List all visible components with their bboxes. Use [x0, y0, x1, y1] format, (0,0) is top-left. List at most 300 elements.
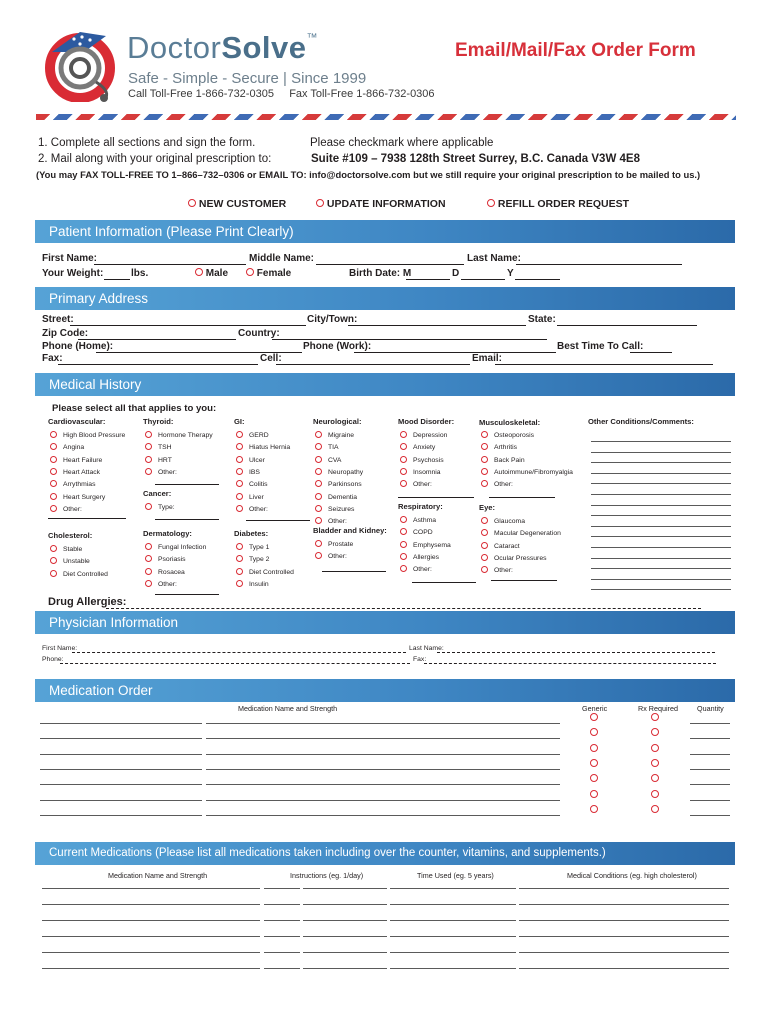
- radio-icon[interactable]: [315, 443, 322, 450]
- radio-icon[interactable]: [481, 468, 488, 475]
- option-male[interactable]: Male: [195, 268, 228, 279]
- history-option-label: Insulin: [249, 580, 269, 588]
- history-option-label: Other:: [328, 518, 347, 526]
- history-option-eye[interactable]: [481, 554, 547, 562]
- label-email: Email:: [472, 353, 503, 364]
- radio-icon[interactable]: [236, 543, 243, 550]
- comment-line[interactable]: [591, 568, 731, 569]
- history-option-cholesterol[interactable]: [50, 570, 108, 578]
- field-email[interactable]: [495, 364, 713, 365]
- current-med-line[interactable]: [264, 936, 300, 937]
- radio-icon[interactable]: [651, 774, 659, 782]
- history-option-label: Prostate: [328, 541, 354, 548]
- radio-icon[interactable]: [145, 456, 152, 463]
- current-med-line[interactable]: [42, 920, 260, 921]
- history-option-label: GERD: [249, 432, 269, 439]
- radio-icon[interactable]: [481, 529, 488, 536]
- history-other-line[interactable]: [322, 571, 386, 572]
- history-option-respiratory[interactable]: [400, 565, 432, 573]
- field-last-name[interactable]: [516, 264, 682, 265]
- radio-icon[interactable]: [651, 728, 659, 736]
- med-name-line-a[interactable]: [40, 815, 202, 816]
- history-option-eye[interactable]: [481, 566, 513, 574]
- radio-icon[interactable]: [651, 744, 659, 752]
- label-city: City/Town:: [307, 314, 358, 325]
- history-option-mood[interactable]: [400, 468, 441, 476]
- history-other-line[interactable]: [155, 594, 219, 595]
- header-medication-name: Medication Name and Strength: [238, 704, 338, 713]
- history-option-label: Other:: [158, 468, 177, 476]
- comment-line[interactable]: [591, 526, 731, 527]
- radio-icon[interactable]: [316, 199, 324, 207]
- current-med-line[interactable]: [42, 888, 260, 889]
- history-option-mood[interactable]: [400, 456, 444, 464]
- radio-icon[interactable]: [315, 456, 322, 463]
- radio-icon[interactable]: [487, 199, 495, 207]
- quantity-line[interactable]: [690, 784, 730, 785]
- med-name-line-a[interactable]: [40, 738, 202, 739]
- field-first-name[interactable]: [94, 264, 246, 265]
- history-option-label: Autoimmune/Fibromyalgia: [494, 468, 573, 476]
- field-street[interactable]: [70, 325, 306, 326]
- history-other-line[interactable]: [491, 580, 557, 581]
- quantity-line[interactable]: [690, 738, 730, 739]
- radio-icon[interactable]: [315, 540, 322, 547]
- current-med-line[interactable]: [42, 936, 260, 937]
- current-med-line[interactable]: [390, 952, 516, 953]
- history-option-label: Diet Controlled: [63, 570, 108, 578]
- radio-icon[interactable]: [481, 542, 488, 549]
- history-option-eye[interactable]: [481, 542, 520, 550]
- history-option-musculoskeletal[interactable]: [481, 443, 517, 451]
- field-middle-name[interactable]: [316, 264, 464, 265]
- radio-icon[interactable]: [481, 480, 488, 487]
- comment-line[interactable]: [591, 441, 731, 442]
- field-birth-day[interactable]: [461, 279, 505, 280]
- radio-icon[interactable]: [315, 505, 322, 512]
- current-med-line[interactable]: [390, 888, 516, 889]
- history-option-label: TSH: [158, 444, 172, 452]
- field-zip[interactable]: [78, 339, 236, 340]
- radio-icon[interactable]: [315, 431, 322, 438]
- label-first-name: First Name:: [42, 253, 98, 264]
- field-birth-month[interactable]: [406, 279, 450, 280]
- current-med-line[interactable]: [264, 968, 300, 969]
- fax-email-note: (You may FAX TOLL-FREE TO 1–866–732–0306 or EMAIL TO: info@doctorsolve.com but we still require your original prescription to be mailed to us.): [36, 169, 701, 180]
- history-option-neurological[interactable]: [315, 456, 341, 464]
- current-med-line[interactable]: [390, 936, 516, 937]
- history-option-neurological[interactable]: [315, 431, 354, 439]
- history-option-gi[interactable]: [236, 456, 265, 464]
- history-option-cardiovascular[interactable]: [50, 468, 100, 476]
- label-other-conditions: Other Conditions/Comments:: [588, 417, 694, 426]
- history-option-cardiovascular[interactable]: [50, 456, 102, 464]
- radio-icon[interactable]: [400, 443, 407, 450]
- radio-icon[interactable]: [145, 431, 152, 438]
- history-option-cardiovascular[interactable]: [50, 431, 125, 439]
- history-option-gi[interactable]: [236, 443, 290, 451]
- current-med-line[interactable]: [519, 936, 729, 937]
- history-option-eye[interactable]: [481, 517, 525, 525]
- radio-icon[interactable]: [590, 774, 598, 782]
- history-option-neurological[interactable]: [315, 493, 357, 501]
- option-update-information[interactable]: UPDATE INFORMATION: [316, 198, 446, 210]
- history-option-thyroid[interactable]: [145, 456, 172, 464]
- quantity-line[interactable]: [690, 723, 730, 724]
- airmail-divider: [36, 114, 736, 120]
- history-option-diabetes[interactable]: [236, 580, 269, 588]
- radio-icon[interactable]: [236, 431, 243, 438]
- radio-icon[interactable]: [50, 557, 57, 564]
- history-other-line[interactable]: [246, 520, 310, 521]
- radio-icon[interactable]: [50, 480, 57, 487]
- mailing-address: Suite #109 – 7938 128th Street Surrey, B.C. Canada V3W 4E8: [311, 153, 640, 165]
- radio-icon[interactable]: [315, 468, 322, 475]
- radio-icon[interactable]: [246, 268, 254, 276]
- radio-icon[interactable]: [188, 199, 196, 207]
- radio-icon[interactable]: [481, 566, 488, 573]
- med-name-line-b[interactable]: [206, 784, 560, 785]
- radio-icon[interactable]: [50, 493, 57, 500]
- comment-line[interactable]: [591, 589, 731, 590]
- history-option-label: Other:: [494, 567, 513, 575]
- history-option-thyroid[interactable]: [145, 443, 172, 451]
- current-med-line[interactable]: [303, 952, 387, 953]
- history-option-cholesterol[interactable]: [50, 545, 82, 553]
- history-option-label: CVA: [328, 456, 342, 464]
- radio-icon[interactable]: [50, 456, 57, 463]
- option-new-customer[interactable]: NEW CUSTOMER: [188, 198, 286, 210]
- radio-icon[interactable]: [651, 805, 659, 813]
- comment-line[interactable]: [591, 452, 731, 453]
- history-option-label: Other:: [63, 505, 82, 513]
- comment-line[interactable]: [591, 558, 731, 559]
- field-phone-work[interactable]: [354, 352, 556, 353]
- radio-icon[interactable]: [400, 541, 407, 548]
- quantity-line[interactable]: [690, 800, 730, 801]
- med-name-line-a[interactable]: [40, 723, 202, 724]
- history-option-label: Unstable: [63, 558, 90, 566]
- radio-icon[interactable]: [590, 759, 598, 767]
- history-option-label: Type 1: [249, 544, 270, 551]
- radio-icon[interactable]: [590, 713, 598, 721]
- option-refill-order-request[interactable]: REFILL ORDER REQUEST: [487, 198, 629, 210]
- field-birth-year[interactable]: [515, 279, 560, 280]
- med-name-line-b[interactable]: [206, 738, 560, 739]
- current-med-line[interactable]: [264, 920, 300, 921]
- history-option-label: Other:: [413, 481, 432, 489]
- history-option-musculoskeletal[interactable]: [481, 468, 573, 476]
- history-option-dermatology[interactable]: [145, 555, 186, 563]
- label-state: State:: [528, 314, 556, 325]
- history-option-cardiovascular[interactable]: [50, 493, 105, 501]
- radio-icon[interactable]: [236, 456, 243, 463]
- history-option-label: Fungal Infection: [158, 544, 207, 551]
- label-street: Street:: [42, 314, 74, 325]
- field-physician-last-name[interactable]: [437, 652, 715, 653]
- quantity-line[interactable]: [690, 815, 730, 816]
- current-med-line[interactable]: [303, 920, 387, 921]
- comment-line[interactable]: [591, 505, 731, 506]
- history-option-cardiovascular[interactable]: [50, 480, 95, 488]
- med-name-line-a[interactable]: [40, 800, 202, 801]
- history-option-gi[interactable]: [236, 493, 264, 501]
- comment-line[interactable]: [591, 483, 731, 484]
- quantity-line[interactable]: [690, 754, 730, 755]
- current-med-line[interactable]: [519, 904, 729, 905]
- med-name-line-a[interactable]: [40, 769, 202, 770]
- history-other-line[interactable]: [155, 484, 219, 485]
- radio-icon[interactable]: [315, 493, 322, 500]
- radio-icon[interactable]: [400, 456, 407, 463]
- radio-icon[interactable]: [590, 805, 598, 813]
- radio-icon[interactable]: [481, 554, 488, 561]
- history-option-bladder[interactable]: [315, 552, 347, 560]
- radio-icon[interactable]: [145, 543, 152, 550]
- radio-icon[interactable]: [236, 580, 243, 587]
- current-med-line[interactable]: [519, 888, 729, 889]
- radio-icon[interactable]: [145, 580, 152, 587]
- history-other-line[interactable]: [155, 519, 219, 520]
- section-primary-address: Primary Address: [35, 287, 735, 310]
- med-name-line-b[interactable]: [206, 723, 560, 724]
- history-option-neurological[interactable]: [315, 480, 362, 488]
- radio-icon[interactable]: [590, 744, 598, 752]
- history-option-label: Type:: [158, 504, 175, 511]
- radio-icon[interactable]: [50, 570, 57, 577]
- history-option-respiratory[interactable]: [400, 553, 439, 561]
- radio-icon[interactable]: [145, 503, 152, 510]
- med-name-line-a[interactable]: [40, 754, 202, 755]
- current-med-line[interactable]: [264, 888, 300, 889]
- header-quantity: Quantity: [697, 704, 724, 713]
- radio-icon[interactable]: [651, 790, 659, 798]
- label-birth-date: Birth Date: M: [349, 268, 412, 279]
- current-med-line[interactable]: [390, 920, 516, 921]
- contact-phones: Call Toll-Free 1-866-732-0305 Fax Toll-Free 1-866-732-0306: [128, 88, 435, 100]
- radio-icon[interactable]: [400, 528, 407, 535]
- history-option-cholesterol[interactable]: [50, 557, 90, 565]
- history-group-title: Dermatology:: [143, 529, 192, 538]
- radio-icon[interactable]: [590, 728, 598, 736]
- label-lbs: lbs.: [131, 268, 149, 279]
- radio-icon[interactable]: [481, 443, 488, 450]
- history-option-label: Psoriasis: [158, 556, 186, 564]
- form-title: Email/Mail/Fax Order Form: [455, 40, 696, 61]
- field-physician-fax[interactable]: [424, 663, 716, 664]
- history-option-label: Other:: [328, 553, 347, 561]
- field-physician-phone[interactable]: [60, 663, 410, 664]
- radio-icon[interactable]: [481, 456, 488, 463]
- history-other-line[interactable]: [412, 582, 476, 583]
- history-option-thyroid[interactable]: [145, 468, 177, 476]
- history-option-label: Heart Attack: [63, 468, 101, 476]
- history-option-mood[interactable]: [400, 431, 447, 439]
- history-group-title: Cancer:: [143, 489, 172, 498]
- radio-icon[interactable]: [315, 517, 322, 524]
- history-group-title: Neurological:: [313, 417, 362, 426]
- quantity-line[interactable]: [690, 769, 730, 770]
- current-med-line[interactable]: [519, 952, 729, 953]
- comment-line[interactable]: [591, 494, 731, 495]
- history-option-gi[interactable]: [236, 505, 268, 513]
- history-other-line[interactable]: [489, 497, 555, 498]
- radio-icon[interactable]: [50, 545, 57, 552]
- history-option-cardiovascular[interactable]: [50, 505, 82, 513]
- history-option-label: Other:: [249, 505, 268, 513]
- label-zip: Zip Code:: [42, 328, 89, 339]
- history-other-line[interactable]: [398, 497, 474, 498]
- history-option-label: Seizures: [328, 505, 355, 513]
- history-option-respiratory[interactable]: [400, 528, 433, 536]
- radio-icon[interactable]: [400, 431, 407, 438]
- radio-icon[interactable]: [145, 468, 152, 475]
- comment-line[interactable]: [591, 515, 731, 516]
- radio-icon[interactable]: [50, 443, 57, 450]
- current-med-line[interactable]: [390, 968, 516, 969]
- radio-icon[interactable]: [400, 516, 407, 523]
- history-option-label: Anxiety: [413, 444, 436, 452]
- history-option-eye[interactable]: [481, 529, 561, 537]
- radio-icon[interactable]: [236, 480, 243, 487]
- label-phone-home: Phone (Home):: [42, 341, 114, 352]
- history-option-respiratory[interactable]: [400, 541, 451, 549]
- history-option-neurological[interactable]: [315, 443, 339, 451]
- med-name-line-b[interactable]: [206, 754, 560, 755]
- med-name-line-b[interactable]: [206, 815, 560, 816]
- history-option-diabetes[interactable]: [236, 555, 269, 563]
- current-med-line[interactable]: [42, 904, 260, 905]
- field-best-time[interactable]: [630, 352, 672, 353]
- option-female[interactable]: Female: [246, 268, 291, 279]
- comment-line[interactable]: [591, 462, 731, 463]
- history-option-cardiovascular[interactable]: [50, 443, 84, 451]
- history-option-label: Asthma: [413, 517, 437, 524]
- history-option-gi[interactable]: [236, 431, 269, 439]
- radio-icon[interactable]: [145, 568, 152, 575]
- label-physician-fax: Fax:: [413, 656, 427, 663]
- history-option-diabetes[interactable]: [236, 543, 269, 551]
- radio-icon[interactable]: [195, 268, 203, 276]
- history-option-neurological[interactable]: [315, 517, 347, 525]
- radio-icon[interactable]: [145, 555, 152, 562]
- current-med-line[interactable]: [42, 968, 260, 969]
- current-med-line[interactable]: [42, 952, 260, 953]
- med-name-line-a[interactable]: [40, 784, 202, 785]
- radio-icon[interactable]: [481, 517, 488, 524]
- field-city[interactable]: [348, 325, 526, 326]
- radio-icon[interactable]: [651, 713, 659, 721]
- history-option-label: Cataract: [494, 542, 520, 550]
- label-day: D: [452, 268, 460, 279]
- label-fax: Fax:: [42, 353, 63, 364]
- history-option-mood[interactable]: [400, 480, 432, 488]
- history-option-label: HRT: [158, 456, 172, 464]
- radio-icon[interactable]: [400, 468, 407, 475]
- current-med-line[interactable]: [519, 920, 729, 921]
- history-option-neurological[interactable]: [315, 505, 354, 513]
- current-med-line[interactable]: [264, 904, 300, 905]
- radio-icon[interactable]: [481, 431, 488, 438]
- history-option-respiratory[interactable]: [400, 516, 436, 524]
- radio-icon[interactable]: [400, 480, 407, 487]
- history-option-dermatology[interactable]: [145, 543, 206, 551]
- label-weight: Your Weight:: [42, 268, 104, 279]
- history-option-label: Glaucoma: [494, 518, 525, 525]
- comment-line[interactable]: [591, 579, 731, 580]
- field-country[interactable]: [272, 339, 547, 340]
- radio-icon[interactable]: [236, 443, 243, 450]
- radio-icon[interactable]: [236, 568, 243, 575]
- radio-icon[interactable]: [236, 468, 243, 475]
- current-med-line[interactable]: [390, 904, 516, 905]
- current-med-line[interactable]: [519, 968, 729, 969]
- history-option-neurological[interactable]: [315, 468, 363, 476]
- current-med-line[interactable]: [303, 968, 387, 969]
- field-physician-first-name[interactable]: [72, 652, 406, 653]
- radio-icon[interactable]: [400, 565, 407, 572]
- radio-icon[interactable]: [50, 431, 57, 438]
- history-option-musculoskeletal[interactable]: [481, 431, 534, 439]
- history-option-bladder[interactable]: [315, 540, 353, 548]
- med-name-line-b[interactable]: [206, 769, 560, 770]
- history-option-mood[interactable]: [400, 443, 435, 451]
- current-med-line[interactable]: [303, 888, 387, 889]
- history-option-dermatology[interactable]: [145, 568, 185, 576]
- history-group-title: Musculoskeletal:: [479, 418, 541, 427]
- radio-icon[interactable]: [315, 552, 322, 559]
- history-option-diabetes[interactable]: [236, 568, 294, 576]
- med-name-line-b[interactable]: [206, 800, 560, 801]
- field-cell[interactable]: [276, 364, 470, 365]
- history-option-musculoskeletal[interactable]: [481, 480, 513, 488]
- history-option-dermatology[interactable]: [145, 580, 177, 588]
- radio-icon[interactable]: [50, 505, 57, 512]
- radio-icon[interactable]: [236, 493, 243, 500]
- history-option-thyroid[interactable]: [145, 431, 213, 439]
- radio-icon[interactable]: [315, 480, 322, 487]
- history-option-musculoskeletal[interactable]: [481, 456, 525, 464]
- field-drug-allergies[interactable]: [106, 608, 701, 609]
- radio-icon[interactable]: [50, 468, 57, 475]
- label-physician-phone: Phone:: [42, 656, 64, 663]
- comment-line[interactable]: [591, 547, 731, 548]
- history-option-gi[interactable]: [236, 468, 260, 476]
- radio-icon[interactable]: [400, 553, 407, 560]
- field-weight[interactable]: [104, 279, 130, 280]
- history-option-gi[interactable]: [236, 480, 268, 488]
- field-fax[interactable]: [58, 364, 258, 365]
- current-med-line[interactable]: [303, 936, 387, 937]
- radio-icon[interactable]: [651, 759, 659, 767]
- radio-icon[interactable]: [236, 555, 243, 562]
- radio-icon[interactable]: [145, 443, 152, 450]
- comment-line[interactable]: [591, 473, 731, 474]
- radio-icon[interactable]: [236, 505, 243, 512]
- history-option-cancer[interactable]: [145, 503, 175, 511]
- current-med-line[interactable]: [264, 952, 300, 953]
- radio-icon[interactable]: [590, 790, 598, 798]
- history-option-label: Heart Failure: [63, 456, 103, 464]
- field-state[interactable]: [557, 325, 697, 326]
- history-option-label: Other:: [158, 580, 177, 588]
- comment-line[interactable]: [591, 536, 731, 537]
- history-other-line[interactable]: [48, 518, 126, 519]
- current-med-line[interactable]: [303, 904, 387, 905]
- label-last-name: Last Name:: [467, 253, 521, 264]
- instruction-step-1: 1. Complete all sections and sign the form.: [38, 137, 256, 149]
- history-option-label: Emphysema: [413, 541, 451, 549]
